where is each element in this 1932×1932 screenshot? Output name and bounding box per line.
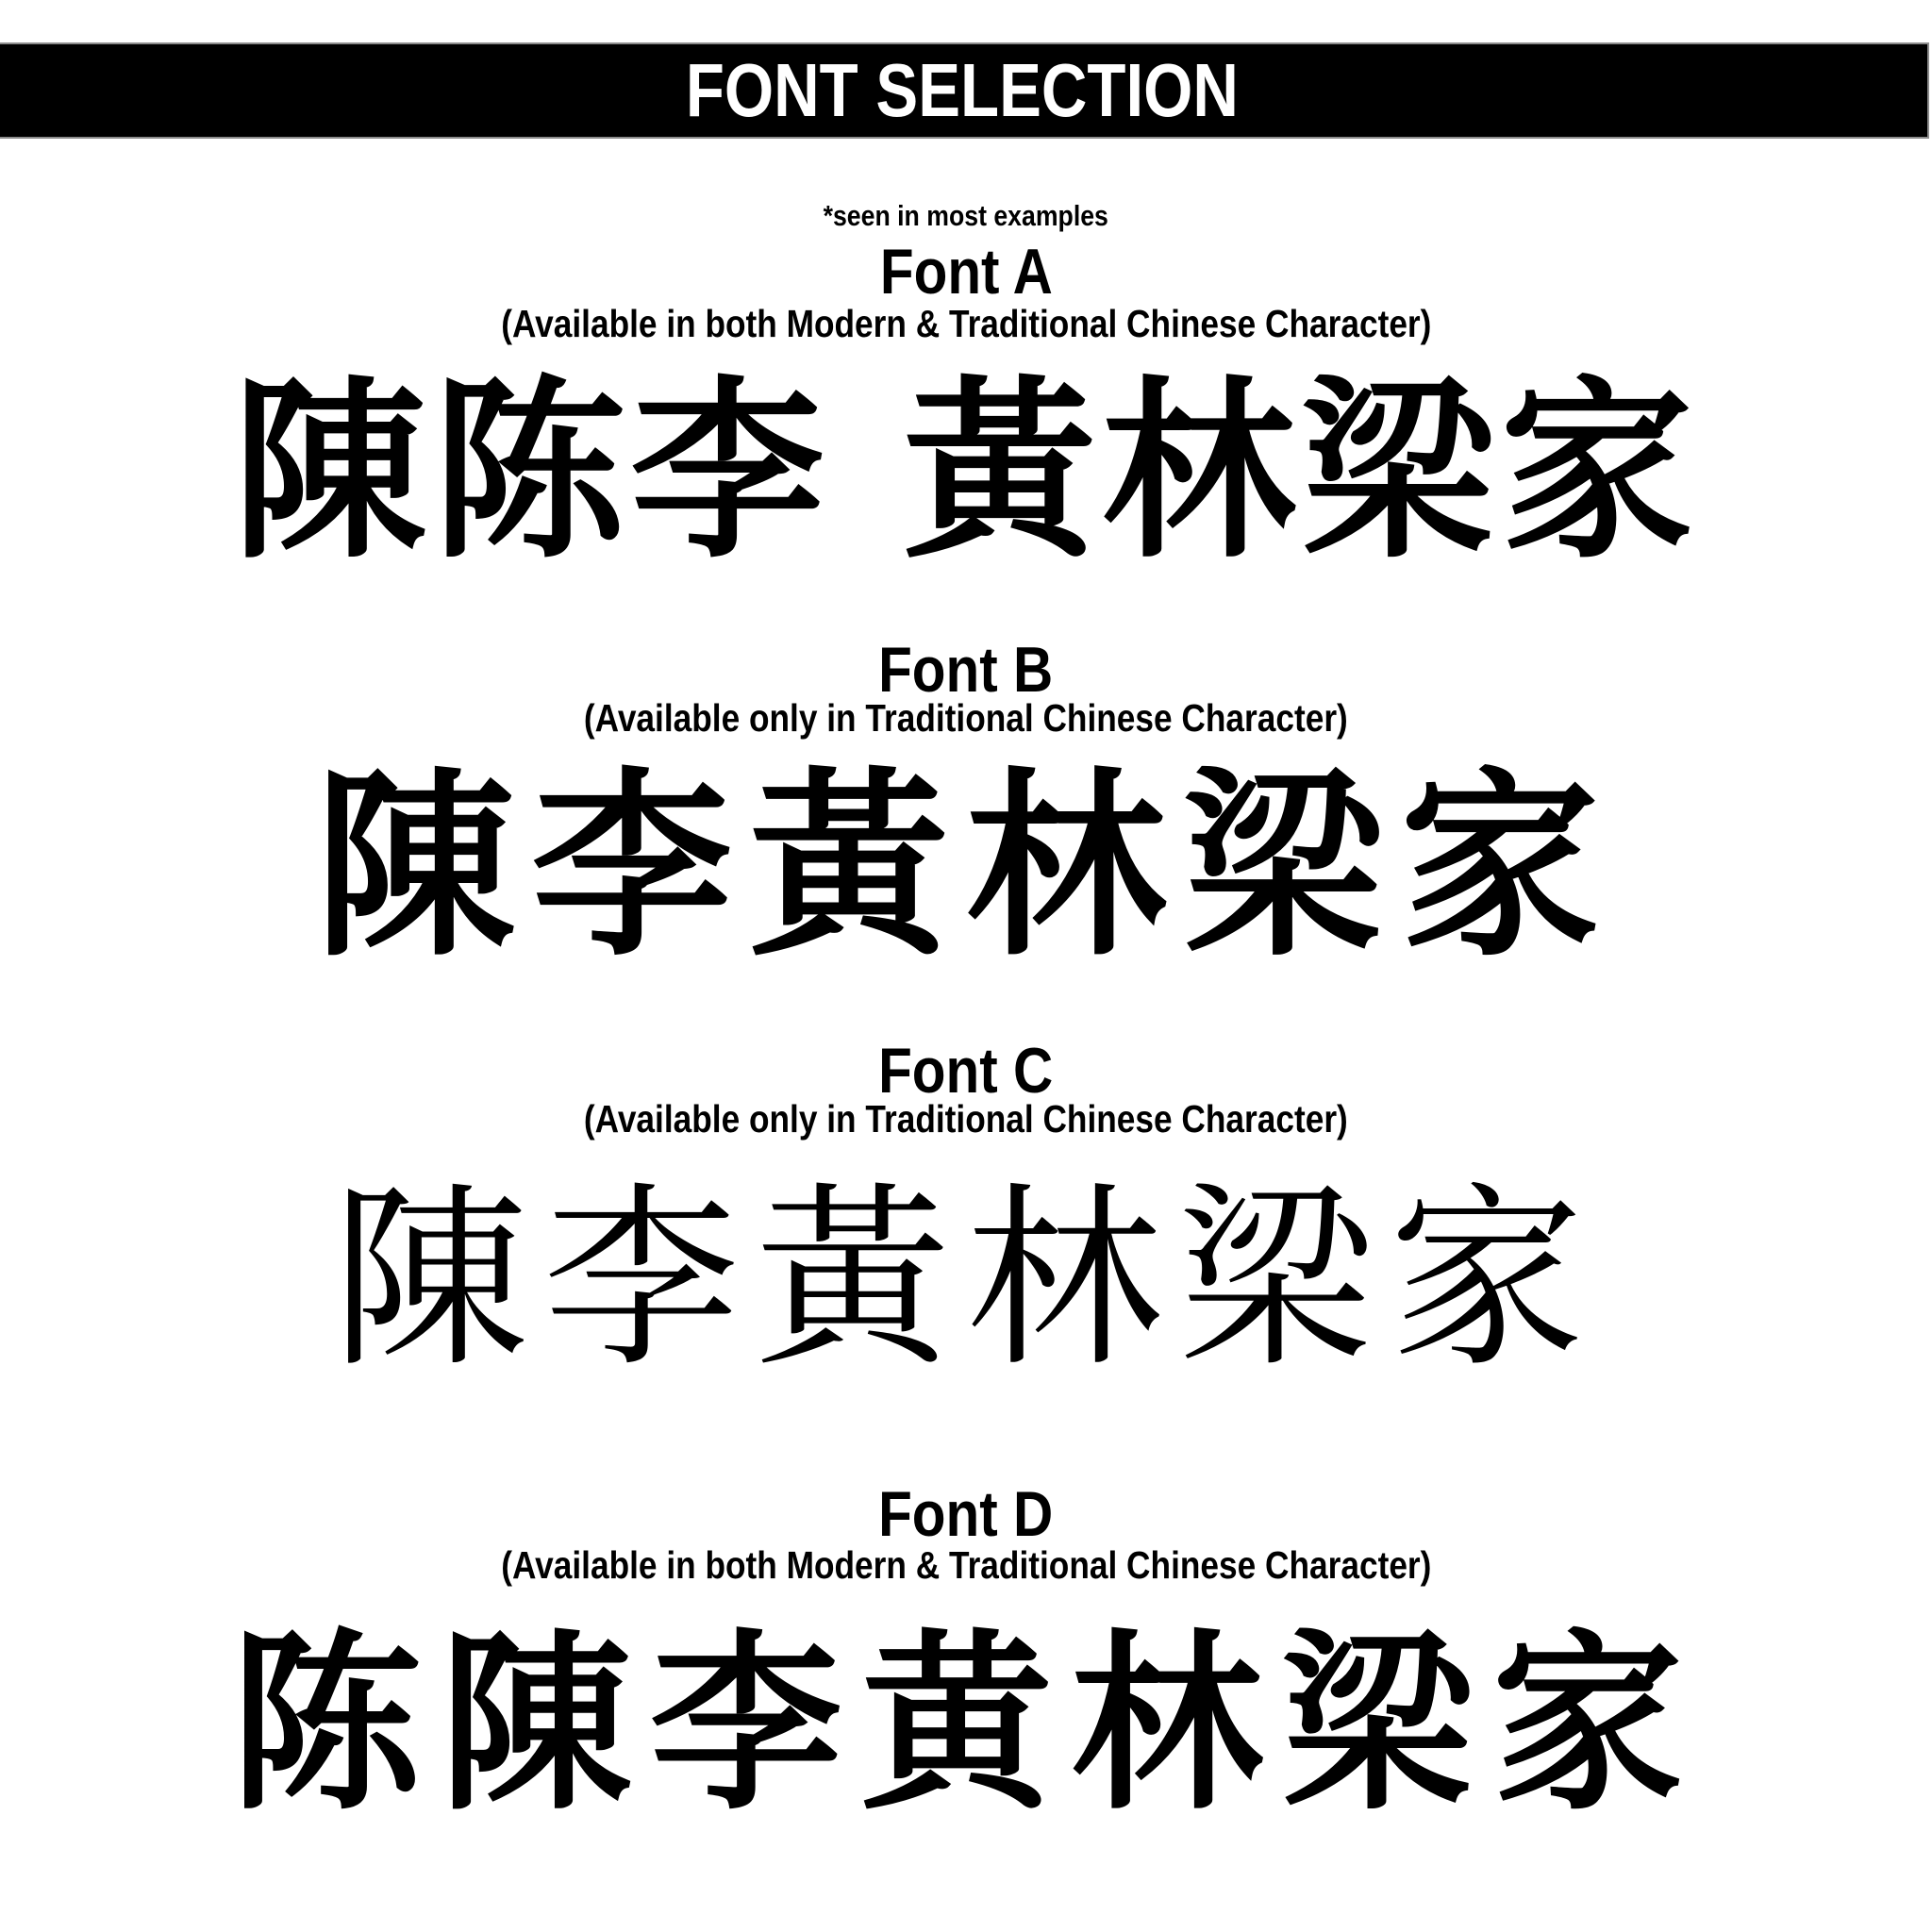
font-d-availability: (Available in both Modern & Traditional Chinese Character) — [500, 1543, 1432, 1587]
font-a-availability-row — [0, 302, 1932, 345]
header-bar — [0, 42, 1929, 139]
font-c-availability-row — [0, 1097, 1932, 1141]
seen-in-most-examples-note: *seen in most examples — [823, 199, 1109, 232]
font-b-title: Font B — [878, 634, 1054, 706]
page-title: FONT SELECTION — [685, 48, 1239, 132]
font-b-title-row — [0, 634, 1932, 706]
font-c-title-row — [0, 1035, 1932, 1107]
font-a-title-row — [0, 236, 1932, 308]
font-b-sample-text: 陳李黃林梁家 — [315, 748, 1617, 983]
font-a-availability: (Available in both Modern & Traditional Chinese Character) — [500, 302, 1432, 345]
font-c-sample-text: 陳李黃林梁家 — [332, 1166, 1600, 1394]
font-a-sample-text: 陳陈李 黃林梁家 — [232, 358, 1700, 585]
font-d-sample-text: 陈陳李黄林梁家 — [229, 1610, 1703, 1836]
font-b-availability: (Available only in Traditional Chinese Character) — [584, 696, 1348, 740]
font-d-title: Font D — [878, 1478, 1054, 1550]
font-c-title: Font C — [878, 1035, 1054, 1107]
font-d-title-row — [0, 1478, 1932, 1550]
font-b-availability-row — [0, 696, 1932, 740]
font-c-availability: (Available only in Traditional Chinese Character) — [584, 1097, 1348, 1141]
font-d-availability-row — [0, 1543, 1932, 1587]
note-row — [0, 201, 1932, 230]
font-a-title: Font A — [879, 236, 1053, 308]
